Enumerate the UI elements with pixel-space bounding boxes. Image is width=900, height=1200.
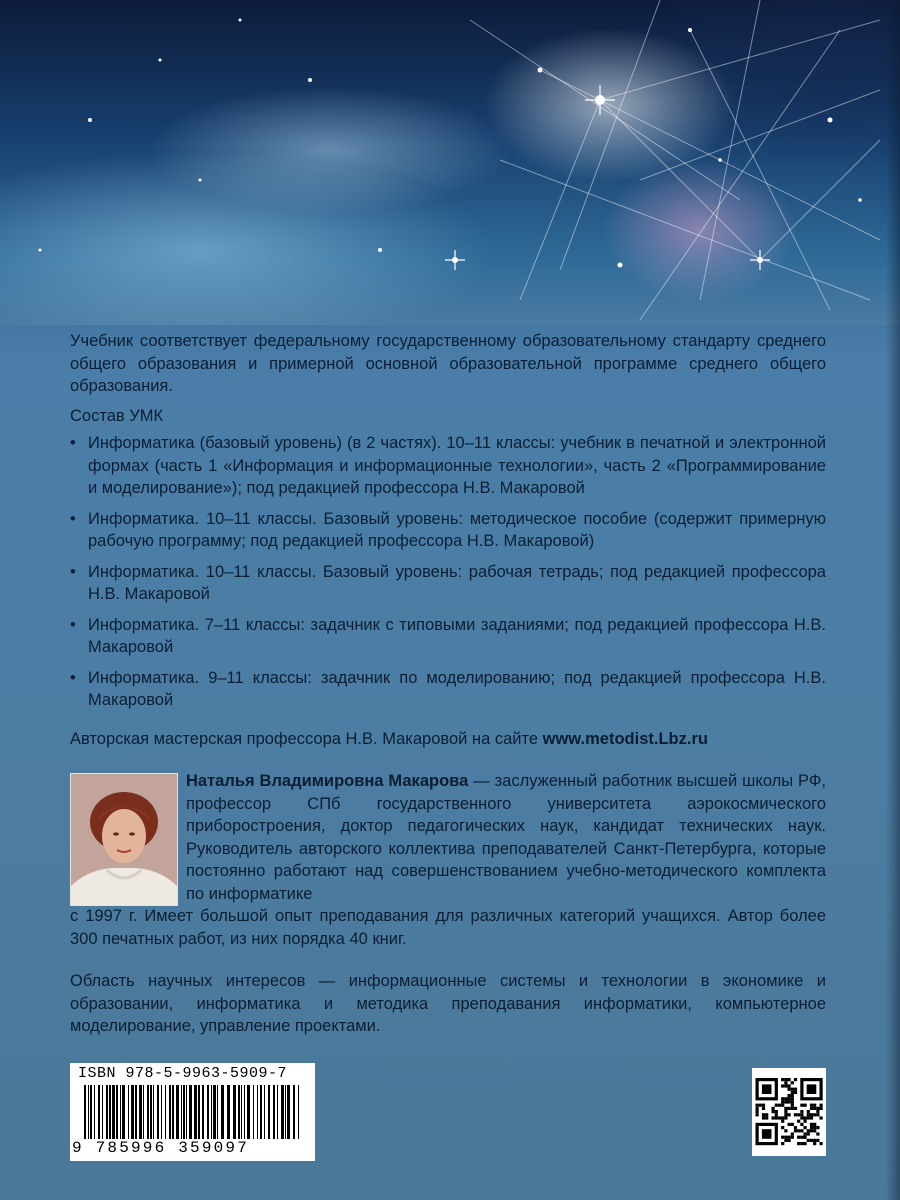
qr-module — [816, 1126, 819, 1129]
qr-module — [797, 1136, 800, 1139]
qr-module — [816, 1113, 819, 1116]
barcode-bar — [194, 1085, 197, 1139]
barcode-bar — [217, 1085, 218, 1139]
barcode-bar — [198, 1085, 200, 1139]
barcode-bar — [147, 1085, 149, 1139]
qr-module — [791, 1094, 794, 1097]
barcode-bar — [186, 1085, 187, 1139]
barcode-bar — [181, 1085, 182, 1139]
qr-module — [810, 1113, 813, 1116]
qr-module — [788, 1139, 791, 1142]
qr-module — [800, 1110, 803, 1113]
umk-title: Состав УМК — [70, 407, 164, 425]
barcode-bar — [122, 1085, 125, 1139]
qr-module — [788, 1100, 791, 1103]
qr-module — [775, 1104, 778, 1107]
barcode-bar — [264, 1085, 265, 1139]
qr-module — [781, 1104, 784, 1107]
bullet: • — [70, 615, 76, 634]
qr-finder — [762, 1129, 772, 1139]
qr-module — [791, 1107, 794, 1110]
qr-module — [813, 1129, 816, 1132]
qr-module — [807, 1113, 810, 1116]
qr-module — [756, 1107, 759, 1110]
isbn-number: ISBN 978-5-9963-5909-7 — [78, 1065, 288, 1082]
barcode — [70, 1063, 315, 1161]
umk-item-text: Информатика. 7–11 классы: задачник с типовыми заданиями; под редакцией профессора Н.В. Макаровой — [88, 615, 826, 656]
qr-module — [804, 1142, 807, 1145]
barcode-bar — [102, 1085, 103, 1139]
barcode-bar — [109, 1085, 111, 1139]
qr-module — [800, 1113, 803, 1116]
barcode-bar — [273, 1085, 275, 1139]
qr-module — [788, 1113, 791, 1116]
qr-module — [794, 1091, 797, 1094]
qr-module — [781, 1142, 784, 1145]
qr-module — [778, 1116, 781, 1119]
qr-module — [791, 1097, 794, 1100]
qr-module — [804, 1132, 807, 1135]
qr-module — [791, 1132, 794, 1135]
qr-module — [800, 1116, 803, 1119]
barcode-bar — [169, 1085, 171, 1139]
barcode-bar — [241, 1085, 242, 1139]
barcode-bar — [260, 1085, 262, 1139]
qr-module — [807, 1139, 810, 1142]
qr-module — [791, 1136, 794, 1139]
qr-module — [794, 1113, 797, 1116]
qr-module — [784, 1078, 787, 1081]
qr-module — [775, 1113, 778, 1116]
list-item — [70, 508, 826, 553]
qr-module — [788, 1084, 791, 1087]
barcode-bar — [84, 1085, 86, 1139]
qr-module — [791, 1123, 794, 1126]
barcode-bar — [90, 1085, 92, 1139]
barcode-bar — [207, 1085, 209, 1139]
barcode-bar — [176, 1085, 179, 1139]
qr-module — [788, 1136, 791, 1139]
qr-module — [804, 1104, 807, 1107]
qr-module — [810, 1129, 813, 1132]
qr-module — [797, 1113, 800, 1116]
qr-module — [810, 1116, 813, 1119]
qr-module — [791, 1081, 794, 1084]
umk-item-text: Информатика (базовый уровень) (в 2 частях). 10–11 классы: учебник в печатной и электронной формах (часть 1 «Информация и информационные технологии», часть 2 «Программирование и моделирование»); под редакцией профессора Н.В. Макаровой — [88, 434, 826, 497]
author-bio-text: — заслуженный работник высшей школы РФ, профессор СПб государственного университета аэрокосмического приборостроения, доктор педагогических наук, кандидат технических наук. Руководитель авторского коллектива преподавателей Санкт-Петербурга, которые постоянно работают над совершенствованием учебно-методического комплекта по информатике — [186, 772, 826, 903]
qr-module — [788, 1078, 791, 1081]
qr-module — [781, 1136, 784, 1139]
author-interests: Область научных интересов — информационные системы и технологии в экономике и образовании, информатика и методика преподавания информатики, компьютерное моделирование, управление проектами. — [70, 972, 826, 1035]
author-bio-continued: с 1997 г. Имеет большой опыт преподавания для различных категорий учащихся. Автор более 300 печатных работ, из них порядка 40 книг. — [70, 907, 826, 948]
space-illustration — [0, 0, 900, 325]
qr-module — [794, 1078, 797, 1081]
barcode-bar — [120, 1085, 121, 1139]
author-bio — [186, 770, 826, 905]
qr-module — [781, 1120, 784, 1123]
qr-module — [784, 1110, 787, 1113]
qr-module — [794, 1088, 797, 1091]
qr-module — [794, 1129, 797, 1132]
barcode-bar — [257, 1085, 258, 1139]
bullet: • — [70, 668, 76, 687]
author-photo — [70, 773, 178, 906]
qr-module — [772, 1116, 775, 1119]
barcode-bar — [139, 1085, 142, 1139]
qr-module — [791, 1104, 794, 1107]
qr-module — [813, 1126, 816, 1129]
qr-module — [794, 1107, 797, 1110]
qr-module — [781, 1126, 784, 1129]
barcode-bar — [143, 1085, 144, 1139]
qr-module — [784, 1139, 787, 1142]
qr-module — [784, 1081, 787, 1084]
bullet: • — [70, 562, 76, 581]
qr-module — [762, 1116, 765, 1119]
qr-code — [752, 1068, 826, 1156]
website-text: Авторская мастерская профессора Н.В. Макаровой на сайте — [70, 730, 539, 748]
list-item — [70, 561, 826, 606]
constellation-lines — [0, 0, 900, 325]
barcode-bar — [238, 1085, 240, 1139]
qr-module — [816, 1110, 819, 1113]
qr-finder — [762, 1084, 772, 1094]
qr-module — [813, 1113, 816, 1116]
qr-module — [781, 1097, 784, 1100]
umk-item-text: Информатика. 10–11 классы. Базовый уровень: методическое пособие (содержит примерную рабочую программу; под редакцией профессора Н.В. Макаровой) — [88, 509, 826, 550]
barcode-bar — [268, 1085, 270, 1139]
website-line — [70, 730, 826, 749]
barcode-bar — [135, 1085, 137, 1139]
qr-module — [807, 1129, 810, 1132]
barcode-bar — [244, 1085, 245, 1139]
qr-module — [781, 1084, 784, 1087]
qr-module — [762, 1104, 765, 1107]
qr-module — [762, 1107, 765, 1110]
list-item — [70, 667, 826, 712]
umk-list — [70, 432, 826, 720]
qr-module — [816, 1132, 819, 1135]
qr-module — [784, 1107, 787, 1110]
barcode-bar — [189, 1085, 192, 1139]
barcode-bar — [172, 1085, 174, 1139]
qr-module — [775, 1110, 778, 1113]
barcode-bar — [157, 1085, 159, 1139]
barcode-bar — [128, 1085, 129, 1139]
qr-module — [784, 1100, 787, 1103]
qr-module — [772, 1110, 775, 1113]
qr-module — [810, 1139, 813, 1142]
qr-module — [813, 1104, 816, 1107]
qr-module — [781, 1116, 784, 1119]
qr-module — [756, 1104, 759, 1107]
qr-module — [820, 1107, 823, 1110]
barcode-bar — [211, 1085, 212, 1139]
qr-module — [784, 1129, 787, 1132]
barcode-bar — [131, 1085, 134, 1139]
umk-item-text: Информатика. 9–11 классы: задачник по моделированию; под редакцией профессора Н.В. Макаровой — [88, 668, 826, 709]
author-portrait-icon — [71, 774, 177, 905]
qr-module — [810, 1123, 813, 1126]
barcode-bar — [213, 1085, 216, 1139]
qr-module — [810, 1126, 813, 1129]
barcode-bar — [281, 1085, 284, 1139]
qr-module — [788, 1123, 791, 1126]
qr-module — [813, 1139, 816, 1142]
qr-module — [820, 1116, 823, 1119]
qr-module — [794, 1126, 797, 1129]
qr-code-icon — [752, 1068, 826, 1156]
list-item — [70, 432, 826, 500]
qr-module — [810, 1107, 813, 1110]
qr-module — [804, 1120, 807, 1123]
qr-module — [784, 1097, 787, 1100]
qr-module — [784, 1116, 787, 1119]
barcode-bar — [94, 1085, 95, 1139]
barcode-bar — [150, 1085, 152, 1139]
barcode-bar — [298, 1085, 299, 1139]
qr-finder — [807, 1084, 817, 1094]
qr-module — [788, 1107, 791, 1110]
barcode-bar — [293, 1085, 295, 1139]
qr-module — [791, 1100, 794, 1103]
barcode-bar — [183, 1085, 185, 1139]
qr-module — [797, 1120, 800, 1123]
qr-module — [804, 1116, 807, 1119]
qr-module — [813, 1123, 816, 1126]
qr-module — [788, 1094, 791, 1097]
qr-module — [797, 1142, 800, 1145]
barcode-bar — [285, 1085, 286, 1139]
qr-module — [816, 1139, 819, 1142]
barcode-bar — [287, 1085, 290, 1139]
barcode-bar — [106, 1085, 108, 1139]
qr-module — [784, 1084, 787, 1087]
qr-module — [804, 1126, 807, 1129]
qr-module — [772, 1107, 775, 1110]
qr-module — [816, 1107, 819, 1110]
barcode-bar — [165, 1085, 166, 1139]
barcode-bar — [247, 1085, 250, 1139]
list-item — [70, 614, 826, 659]
barcode-bar — [277, 1085, 278, 1139]
qr-module — [781, 1078, 784, 1081]
qr-module — [800, 1129, 803, 1132]
barcode-bar — [116, 1085, 118, 1139]
barcode-bar — [98, 1085, 100, 1139]
qr-module — [800, 1123, 803, 1126]
qr-module — [800, 1142, 803, 1145]
qr-module — [820, 1142, 823, 1145]
qr-module — [756, 1110, 759, 1113]
qr-module — [813, 1142, 816, 1145]
qr-module — [788, 1097, 791, 1100]
qr-module — [791, 1091, 794, 1094]
qr-module — [781, 1100, 784, 1103]
barcode-bar — [233, 1085, 236, 1139]
spine-shadow — [886, 0, 900, 1200]
qr-module — [800, 1104, 803, 1107]
qr-module — [791, 1088, 794, 1091]
barcode-bar — [112, 1085, 115, 1139]
barcode-bar — [227, 1085, 230, 1139]
qr-module — [820, 1104, 823, 1107]
barcode-bar — [253, 1085, 254, 1139]
qr-module — [804, 1136, 807, 1139]
qr-module — [759, 1104, 762, 1107]
qr-module — [813, 1107, 816, 1110]
barcode-bar — [153, 1085, 154, 1139]
author-name: Наталья Владимировна Макарова — [186, 772, 469, 790]
qr-module — [788, 1088, 791, 1091]
qr-module — [765, 1113, 768, 1116]
qr-module — [775, 1116, 778, 1119]
qr-module — [807, 1132, 810, 1135]
barcode-bar — [161, 1085, 162, 1139]
bullet: • — [70, 434, 76, 452]
qr-module — [807, 1110, 810, 1113]
qr-module — [784, 1136, 787, 1139]
barcode-bar — [88, 1085, 89, 1139]
barcode-bar — [202, 1085, 204, 1139]
qr-module — [800, 1136, 803, 1139]
barcode-bars — [84, 1085, 304, 1139]
qr-module — [778, 1104, 781, 1107]
qr-module — [797, 1129, 800, 1132]
qr-module — [765, 1116, 768, 1119]
qr-module — [810, 1104, 813, 1107]
barcode-digits: 9 785996 359097 — [72, 1139, 250, 1157]
qr-module — [762, 1113, 765, 1116]
qr-module — [807, 1116, 810, 1119]
website-url: www.metodist.Lbz.ru — [542, 730, 708, 748]
barcode-bar — [221, 1085, 224, 1139]
qr-module — [756, 1113, 759, 1116]
qr-module — [784, 1113, 787, 1116]
umk-item-text: Информатика. 10–11 классы. Базовый уровень: рабочая тетрадь; под редакцией профессора Н.В. Макаровой — [88, 562, 826, 603]
intro-paragraph: Учебник соответствует федеральному государственному образовательному стандарту среднего общего образования и примерной основной образовательной программе среднего общего образования. — [70, 332, 826, 395]
bullet: • — [70, 509, 76, 528]
